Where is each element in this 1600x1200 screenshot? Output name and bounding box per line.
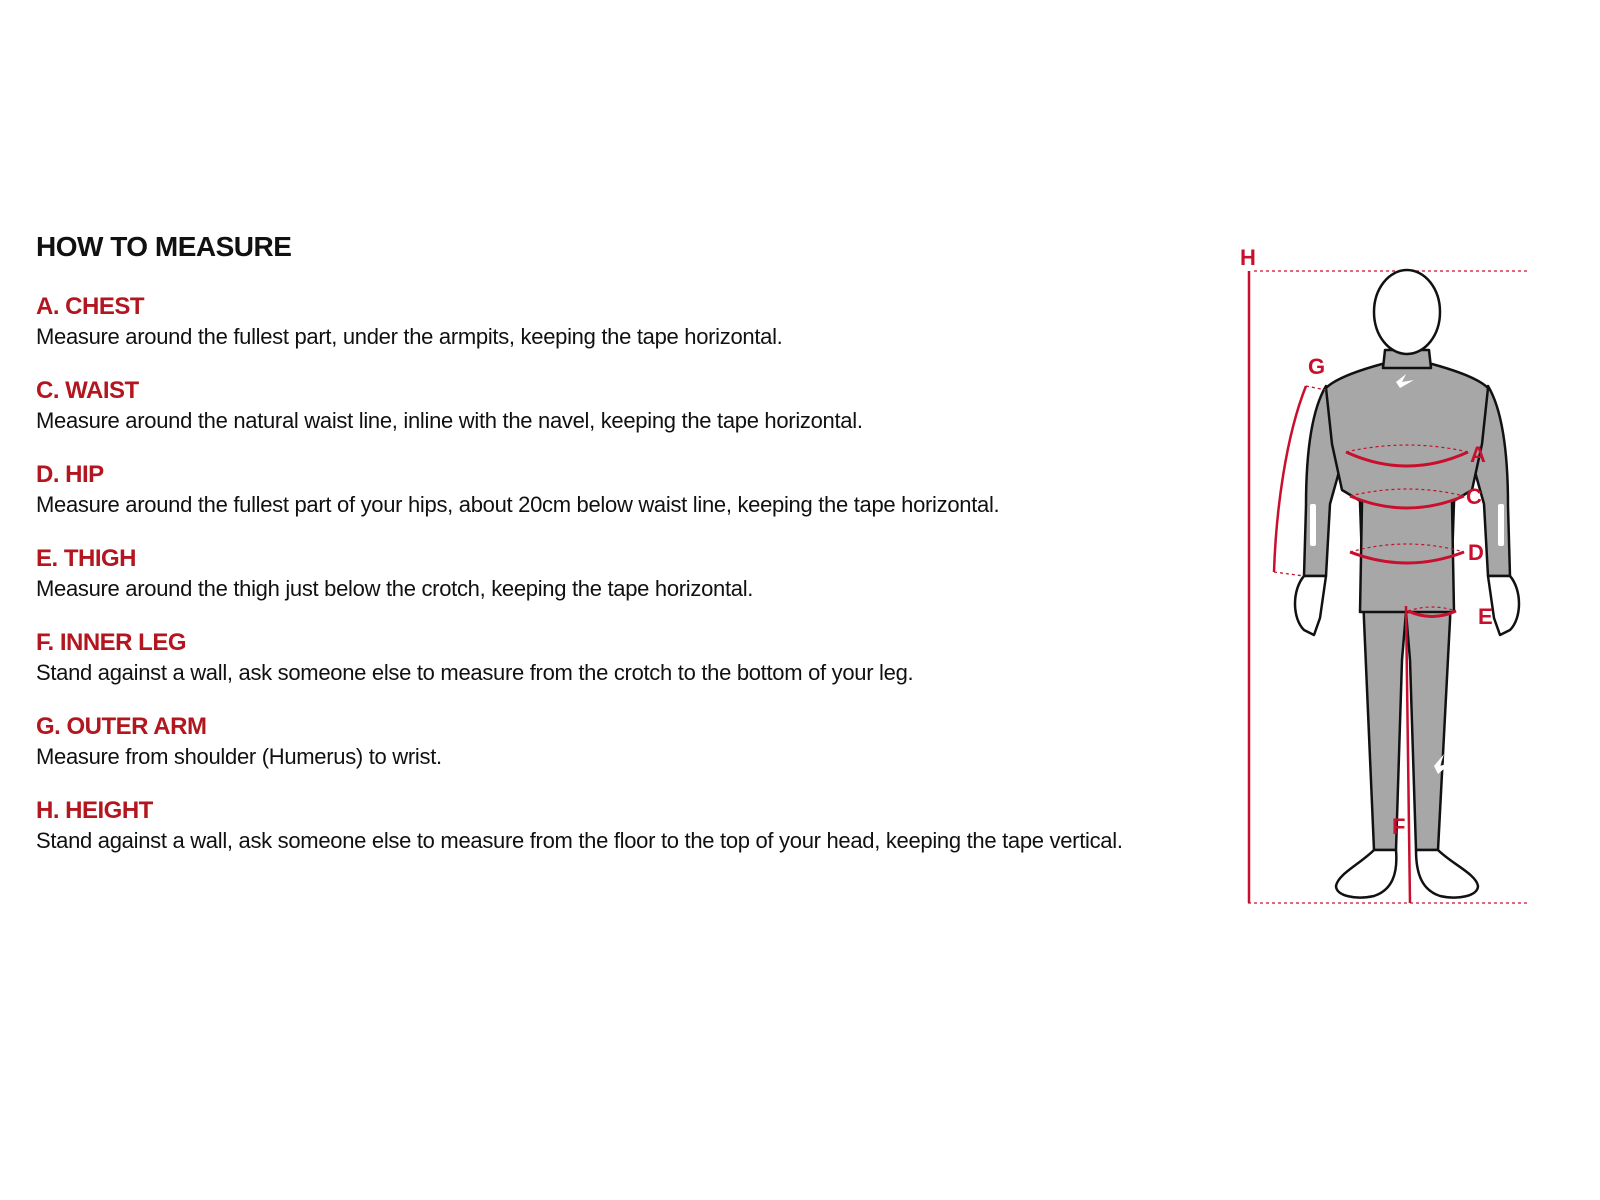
left-hand	[1295, 576, 1326, 635]
suit-torso	[1326, 364, 1488, 612]
measure-text-hip: Measure around the fullest part of your hips, about 20cm below waist line, keeping the tape horizontal.	[36, 491, 1000, 517]
label-d: D	[1468, 540, 1484, 565]
measure-item-waist	[36, 376, 1236, 436]
measure-text-waist: Measure around the natural waist line, inline with the navel, keeping the tape horizontal.	[36, 407, 863, 433]
measure-heading-inner-leg: F. INNER LEG	[36, 628, 187, 656]
measure-text-inner-leg: Stand against a wall, ask someone else to measure from the crotch to the bottom of your leg.	[36, 659, 914, 685]
outer-arm-line	[1274, 386, 1306, 572]
measure-heading-outer-arm: G. OUTER ARM	[36, 712, 207, 740]
measure-heading-hip: D. HIP	[36, 460, 104, 488]
measure-text-outer-arm: Measure from shoulder (Humerus) to wrist.	[36, 743, 442, 769]
head-outline	[1374, 270, 1440, 354]
suit-silhouette	[1295, 270, 1519, 898]
label-h: H	[1240, 245, 1256, 270]
measure-item-thigh	[36, 544, 1236, 604]
label-a: A	[1470, 442, 1486, 467]
measure-heading-waist: C. WAIST	[36, 376, 139, 404]
wrist-tick	[1274, 572, 1304, 576]
label-c: C	[1466, 484, 1482, 509]
body-diagram	[1240, 240, 1580, 940]
guide-title: HOW TO MEASURE	[36, 231, 292, 262]
label-e: E	[1478, 604, 1493, 629]
measure-item-chest	[36, 292, 1236, 352]
suit-sleeve-print	[1498, 504, 1504, 546]
measure-text-chest: Measure around the fullest part, under the armpits, keeping the tape horizontal.	[36, 323, 783, 349]
measure-item-hip	[36, 460, 1236, 520]
measure-text-thigh: Measure around the thigh just below the crotch, keeping the tape horizontal.	[36, 575, 754, 601]
measure-guide	[36, 230, 1236, 880]
measure-item-height	[36, 796, 1236, 856]
measure-item-inner-leg	[36, 628, 1236, 688]
suit-sleeve-print	[1310, 504, 1316, 546]
measure-text-height: Stand against a wall, ask someone else to measure from the floor to the top of your head, keeping the tape vertical.	[36, 827, 1123, 853]
body-measurement-figure	[1240, 240, 1580, 940]
measure-item-outer-arm	[36, 712, 1236, 772]
measure-heading-height: H. HEIGHT	[36, 796, 153, 824]
label-f: F	[1392, 814, 1406, 839]
right-foot	[1416, 850, 1478, 898]
measure-heading-chest: A. CHEST	[36, 292, 145, 320]
measure-heading-thigh: E. THIGH	[36, 544, 137, 572]
left-foot	[1336, 850, 1396, 898]
label-g: G	[1308, 354, 1326, 379]
